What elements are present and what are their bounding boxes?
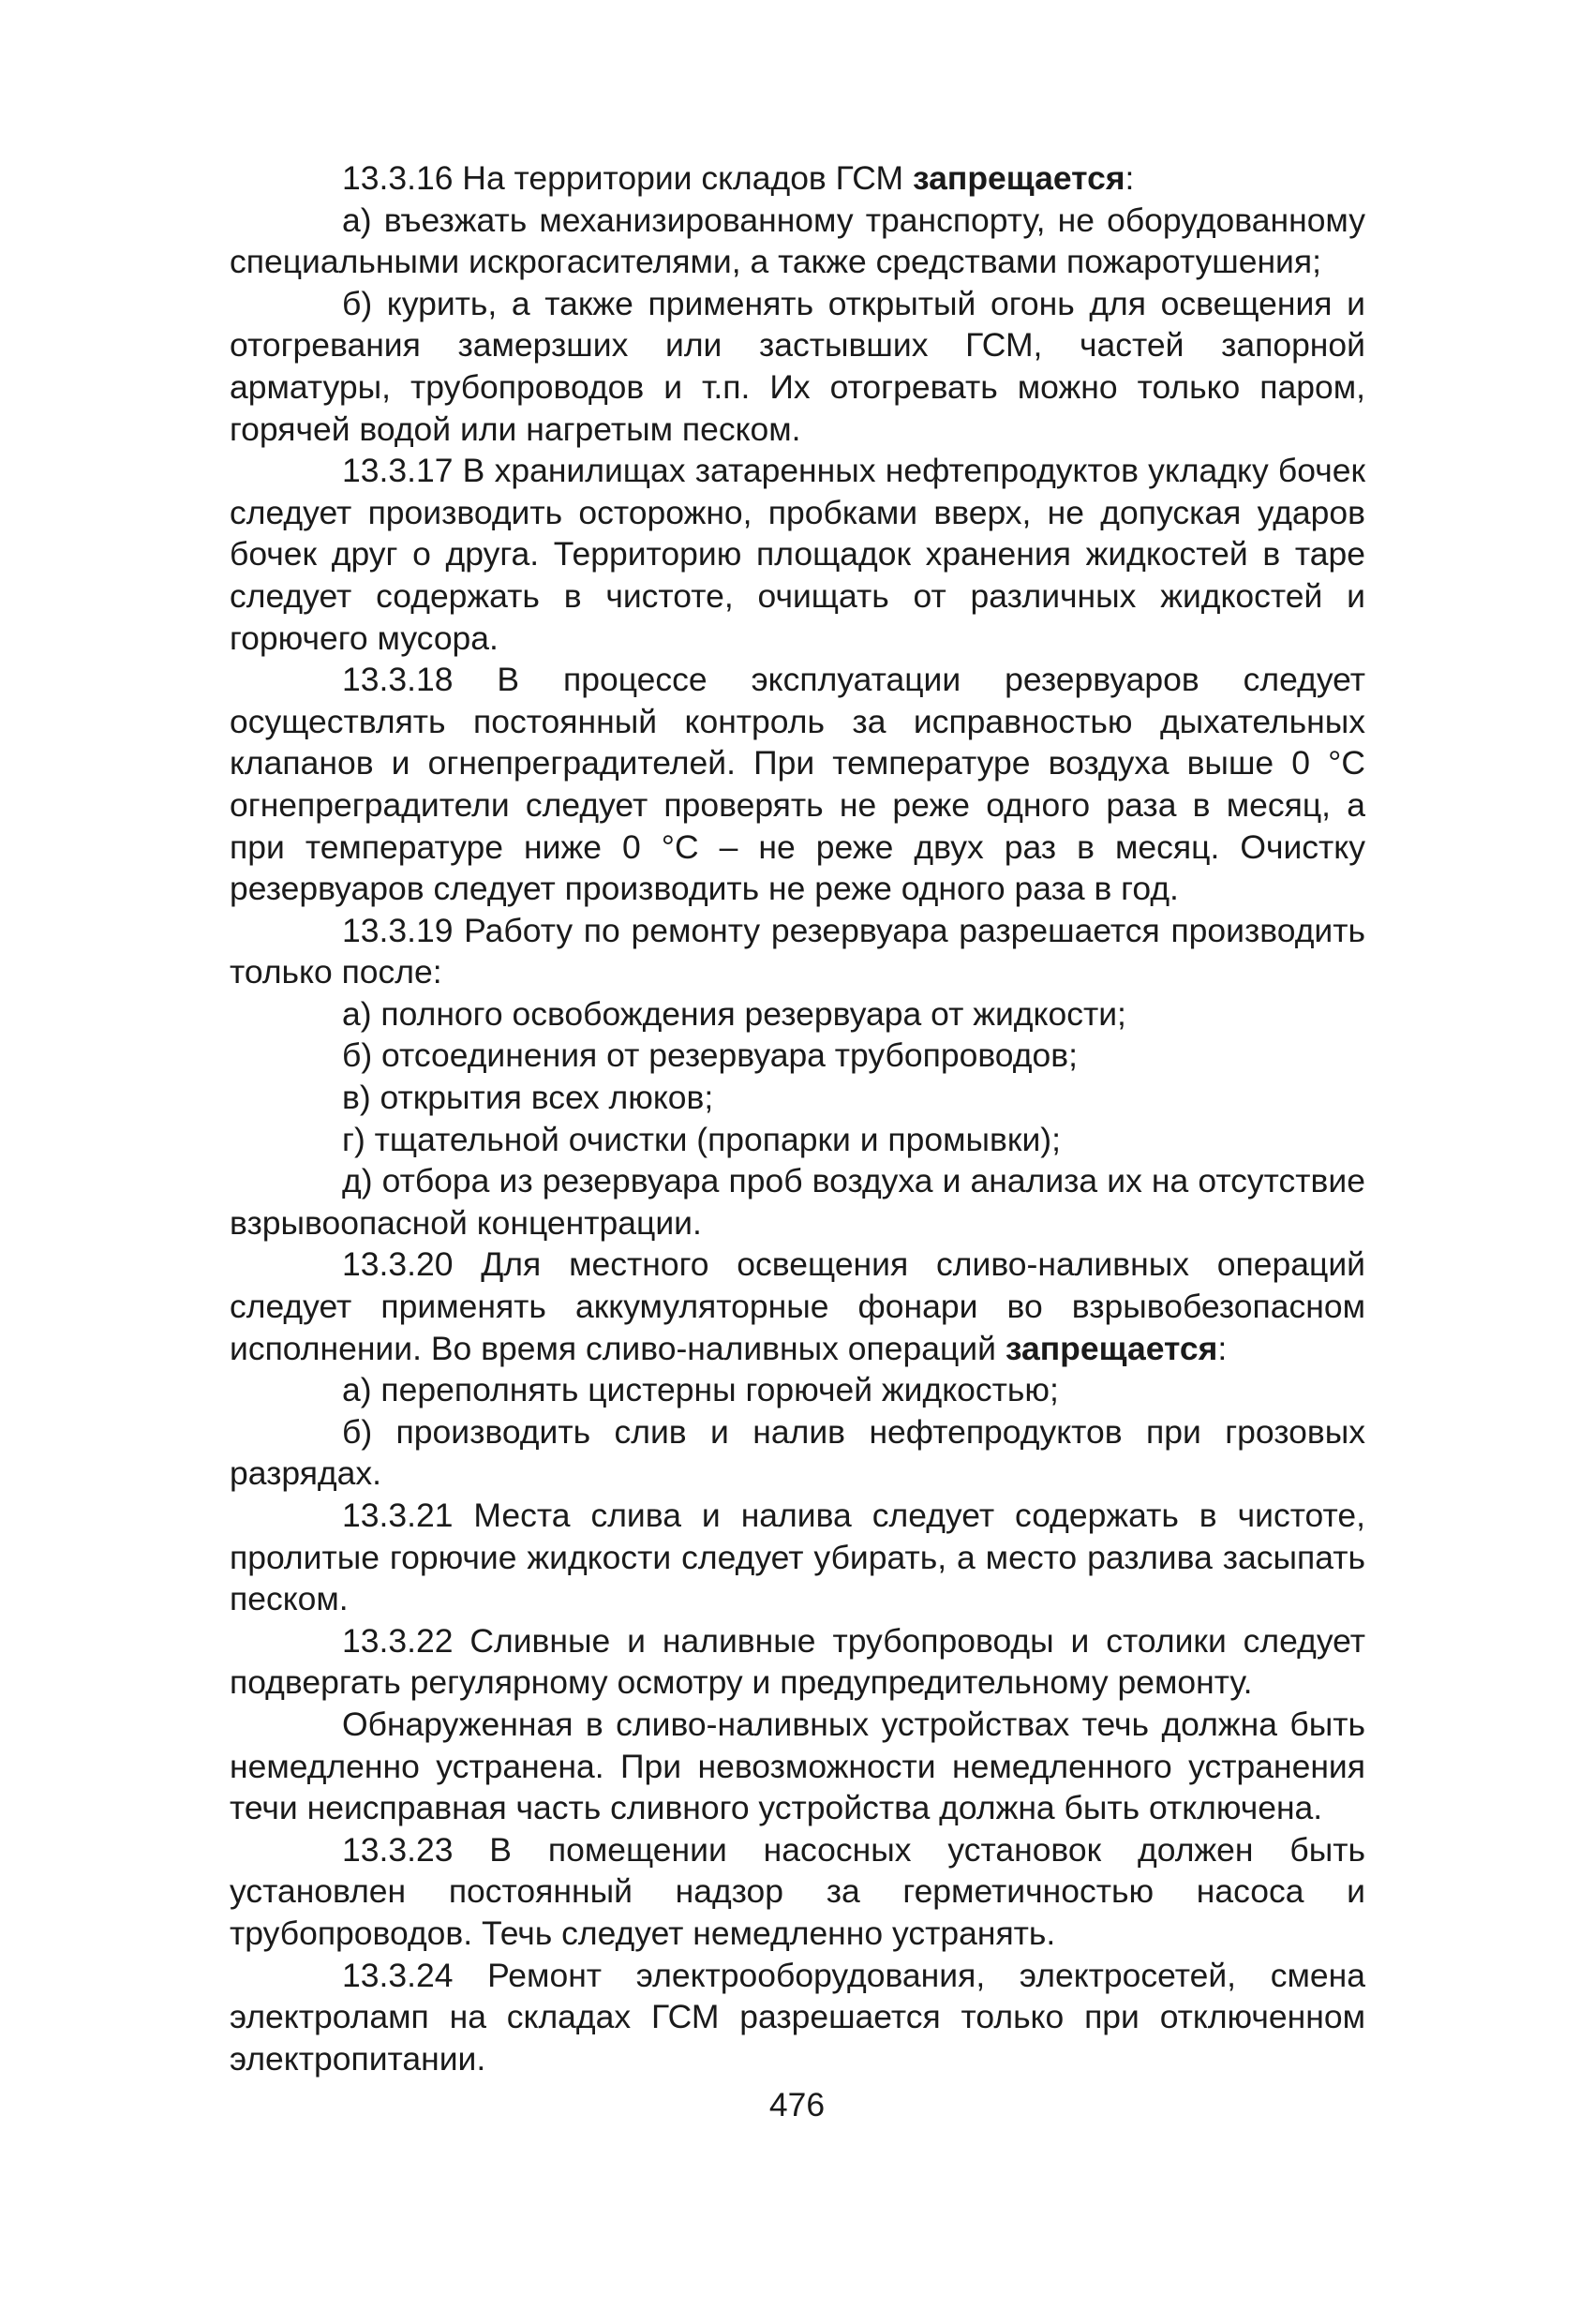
page-number: 476	[768, 2086, 826, 2123]
paragraph-text: 13.3.20 Для местного освещения сливо-наливных операций следует применять аккумуляторные фонари во взрывобезопасном исполнении. Во время сливо-наливных операций	[230, 1245, 1365, 1367]
paragraph-13-3-22: 13.3.22 Сливные и наливные трубопроводы и столики следует подвергать регулярному осмотру и предупредительному ремонту.	[230, 1621, 1365, 1702]
paragraph-13-3-23: 13.3.23 В помещении насосных установок должен быть установлен постоянный надзор за герметичностью насоса и трубопроводов. Течь следует немедленно устранять.	[230, 1830, 1365, 1952]
emphasis-prohibited: запрещается	[1005, 1329, 1218, 1367]
paragraph-13-3-19: 13.3.19 Работу по ремонту резервуара разрешается производить только после:	[230, 911, 1365, 991]
paragraph-text: :	[1217, 1329, 1228, 1367]
paragraph-13-3-18: 13.3.18 В процессе эксплуатации резервуаров следует осуществлять постоянный контроль за исправностью дыхательных клапанов и огнепреградителей. При температуре воздуха выше 0 °С огнепреградители следует проверять не реже одного раза в месяц, а при температуре ниже 0 °С – не реже двух раз в месяц. Очистку резервуаров следует производить не реже одного раза в год.	[230, 661, 1365, 908]
paragraph-13-3-22-continued: Обнаруженная в сливо-наливных устройствах течь должна быть немедленно устранена. При невозможности немедленного устранения течи неисправная часть сливного устройства должна быть отключена.	[230, 1705, 1365, 1827]
paragraph-13-3-17: 13.3.17 В хранилищах затаренных нефтепродуктов укладку бочек следует производить осторожно, пробками вверх, не допуская ударов бочек друг о друга. Территорию площадок хранения жидкостей в таре следует содержать в чистоте, очищать от различных жидкостей и горючего мусора.	[230, 452, 1365, 657]
paragraph-13-3-16	[230, 157, 1365, 200]
paragraph-13-3-20-item-a: а) переполнять цистерны горючей жидкостью;	[342, 1371, 1059, 1409]
paragraph-13-3-20	[230, 1244, 1365, 1369]
paragraph-text: :	[1125, 159, 1135, 197]
emphasis-prohibited: запрещается	[912, 159, 1125, 197]
paragraph-13-3-21: 13.3.21 Места слива и налива следует содержать в чистоте, пролитые горючие жидкости следует убирать, а место разлива засыпать песком.	[230, 1497, 1365, 1618]
paragraph-13-3-19-item-b: б) отсоединения от резервуара трубопроводов;	[342, 1036, 1078, 1075]
paragraph-13-3-19-item-g: г) тщательной очистки (пропарки и промывки);	[342, 1120, 1061, 1158]
paragraph-13-3-24: 13.3.24 Ремонт электрооборудования, электросетей, смена электроламп на складах ГСМ разрешается только при отключенном электропитании.	[230, 1956, 1365, 2078]
paragraph-13-3-20-item-b: б) производить слив и налив нефтепродуктов при грозовых разрядах.	[230, 1412, 1365, 1493]
paragraph-13-3-16-item-a: а) въезжать механизированному транспорту, не оборудованному специальными искрогасителями, а также средствами пожаротушения;	[230, 201, 1365, 281]
paragraph-13-3-16-item-b: б) курить, а также применять открытый огонь для освещения и отогревания замерзших или застывших ГСМ, частей запорной арматуры, трубопроводов и т.п. Их отогревать можно только паром, горячей водой или нагретым песком.	[230, 284, 1365, 448]
paragraph-13-3-19-item-a: а) полного освобождения резервуара от жидкости;	[342, 994, 1126, 1033]
paragraph-13-3-19-item-d: д) отбора из резервуара проб воздуха и анализа их на отсутствие взрывоопасной концентрации.	[230, 1162, 1365, 1242]
paragraph-text: 13.3.16 На территории складов ГСМ	[342, 159, 913, 197]
body-text	[230, 157, 1365, 2079]
paragraph-13-3-19-item-v: в) открытия всех люков;	[342, 1079, 714, 1117]
